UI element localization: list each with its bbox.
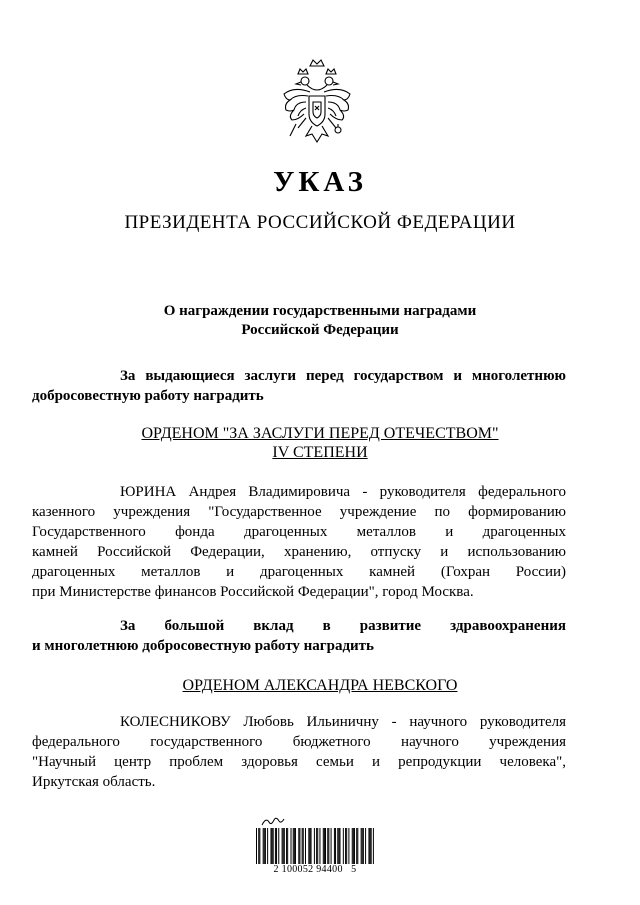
barcode-bar <box>302 828 303 864</box>
barcode-bar <box>305 828 306 864</box>
barcode-bar <box>273 828 274 864</box>
award-title-1 <box>0 424 640 462</box>
barcode-bar <box>317 828 318 864</box>
barcode-bar <box>276 828 277 864</box>
barcode-bar <box>314 828 315 864</box>
award-title-2 <box>0 676 640 695</box>
recipient-line: драгоценных металлов и драгоценных камней (Гохран России) <box>32 564 566 580</box>
recipient-line: казенного учреждения "Государственное учреждение по формированию <box>32 504 566 520</box>
barcode-bar <box>319 828 320 864</box>
recipient-line: Иркутская область. <box>32 774 156 790</box>
intro-line: За выдающиеся заслуги перед государством и многолетнюю <box>120 368 566 384</box>
barcode-bar <box>325 828 326 864</box>
barcode-bars <box>256 828 374 864</box>
barcode-bar <box>309 828 310 864</box>
barcode-bar <box>283 828 284 864</box>
barcode-bar <box>295 828 296 864</box>
recipient-line: КОЛЕСНИКОВУ Любовь Ильиничну - научного руководителя <box>120 714 566 730</box>
barcode-number: 2 100052 94400 5 <box>273 864 357 875</box>
barcode-bar <box>370 828 371 864</box>
recipient-line: при Министерстве финансов Российской Федерации", город Москва. <box>32 584 474 600</box>
barcode-bar <box>263 828 264 864</box>
award-line: ОРДЕНОМ АЛЕКСАНДРА НЕВСКОГО <box>182 677 458 694</box>
recipient-1 <box>32 482 566 602</box>
barcode-bar <box>264 828 265 864</box>
barcode-bar <box>258 828 259 864</box>
barcode-bar <box>303 828 304 864</box>
barcode-bar <box>361 828 362 864</box>
recipient-line: "Научный центр проблем здоровья семьи и репродукции человека", <box>32 754 566 770</box>
barcode-bar <box>343 828 344 864</box>
barcode-bar <box>346 828 347 864</box>
barcode-bar <box>275 828 276 864</box>
intro-line: и многолетнюю добросовестную работу наградить <box>32 638 374 654</box>
intro-line: За большой вклад в развитие здравоохранения <box>120 618 566 634</box>
barcode-bar <box>278 828 279 864</box>
decree-subject <box>0 302 640 340</box>
handwritten-mark <box>260 814 286 828</box>
document-issuer: ПРЕЗИДЕНТА РОССИЙСКОЙ ФЕДЕРАЦИИ <box>124 212 516 233</box>
recipient-line: Государственного фонда драгоценных металлов и драгоценных <box>32 524 566 540</box>
recipient-line: федерального государственного бюджетного научного учреждения <box>32 734 566 750</box>
barcode-bar <box>311 828 312 864</box>
barcode-bar <box>352 828 353 864</box>
barcode-bar <box>259 828 260 864</box>
barcode-bar <box>272 828 273 864</box>
barcode-bar <box>357 828 358 864</box>
barcode-bar <box>331 828 332 864</box>
barcode-bar <box>328 828 329 864</box>
barcode-bar <box>324 828 325 864</box>
barcode-bar <box>371 828 372 864</box>
document-title: УКАЗ <box>273 166 367 198</box>
barcode-bar <box>373 828 374 864</box>
barcode-bar <box>368 828 369 864</box>
barcode-bar <box>365 828 366 864</box>
barcode-bar <box>348 828 349 864</box>
barcode-bar <box>256 828 257 864</box>
barcode-bar <box>362 828 363 864</box>
barcode-bar <box>323 828 324 864</box>
subject-line: Российской Федерации <box>241 322 399 338</box>
barcode-bar <box>338 828 339 864</box>
barcode-bar <box>282 828 283 864</box>
russian-coat-of-arms-icon <box>276 56 358 156</box>
barcode-bar <box>334 828 335 864</box>
barcode-bar <box>287 828 288 864</box>
barcode-bar <box>339 828 340 864</box>
recipient-line: камней Российской Федерации, хранению, отпуску и использованию <box>32 544 566 560</box>
recipient-line: ЮРИНА Андрея Владимировича - руководителя федерального <box>120 484 566 500</box>
subject-line: О награждении государственными наградами <box>163 303 477 319</box>
barcode-bar <box>363 828 364 864</box>
award-line: ОРДЕНОМ "ЗА ЗАСЛУГИ ПЕРЕД ОТЕЧЕСТВОМ" <box>141 425 499 442</box>
barcode-bar <box>265 828 266 864</box>
barcode-bar <box>308 828 309 864</box>
barcode-bar <box>345 828 346 864</box>
barcode-bar <box>316 828 317 864</box>
barcode-bar <box>267 828 268 864</box>
section2-intro <box>32 616 566 656</box>
intro-line: добросовестную работу наградить <box>32 388 264 404</box>
barcode-bar <box>284 828 285 864</box>
barcode-bar <box>335 828 336 864</box>
barcode <box>256 814 374 876</box>
barcode-bar <box>327 828 328 864</box>
barcode-bar <box>293 828 294 864</box>
section1-intro <box>32 366 566 406</box>
barcode-bar <box>294 828 295 864</box>
recipient-2 <box>32 712 566 792</box>
barcode-bar <box>354 828 355 864</box>
barcode-bar <box>270 828 271 864</box>
barcode-bar <box>353 828 354 864</box>
barcode-bar <box>291 828 292 864</box>
barcode-bar <box>286 828 287 864</box>
barcode-bar <box>356 828 357 864</box>
barcode-bar <box>299 828 300 864</box>
barcode-bar <box>337 828 338 864</box>
award-line: IV СТЕПЕНИ <box>272 444 368 461</box>
barcode-bar <box>298 828 299 864</box>
